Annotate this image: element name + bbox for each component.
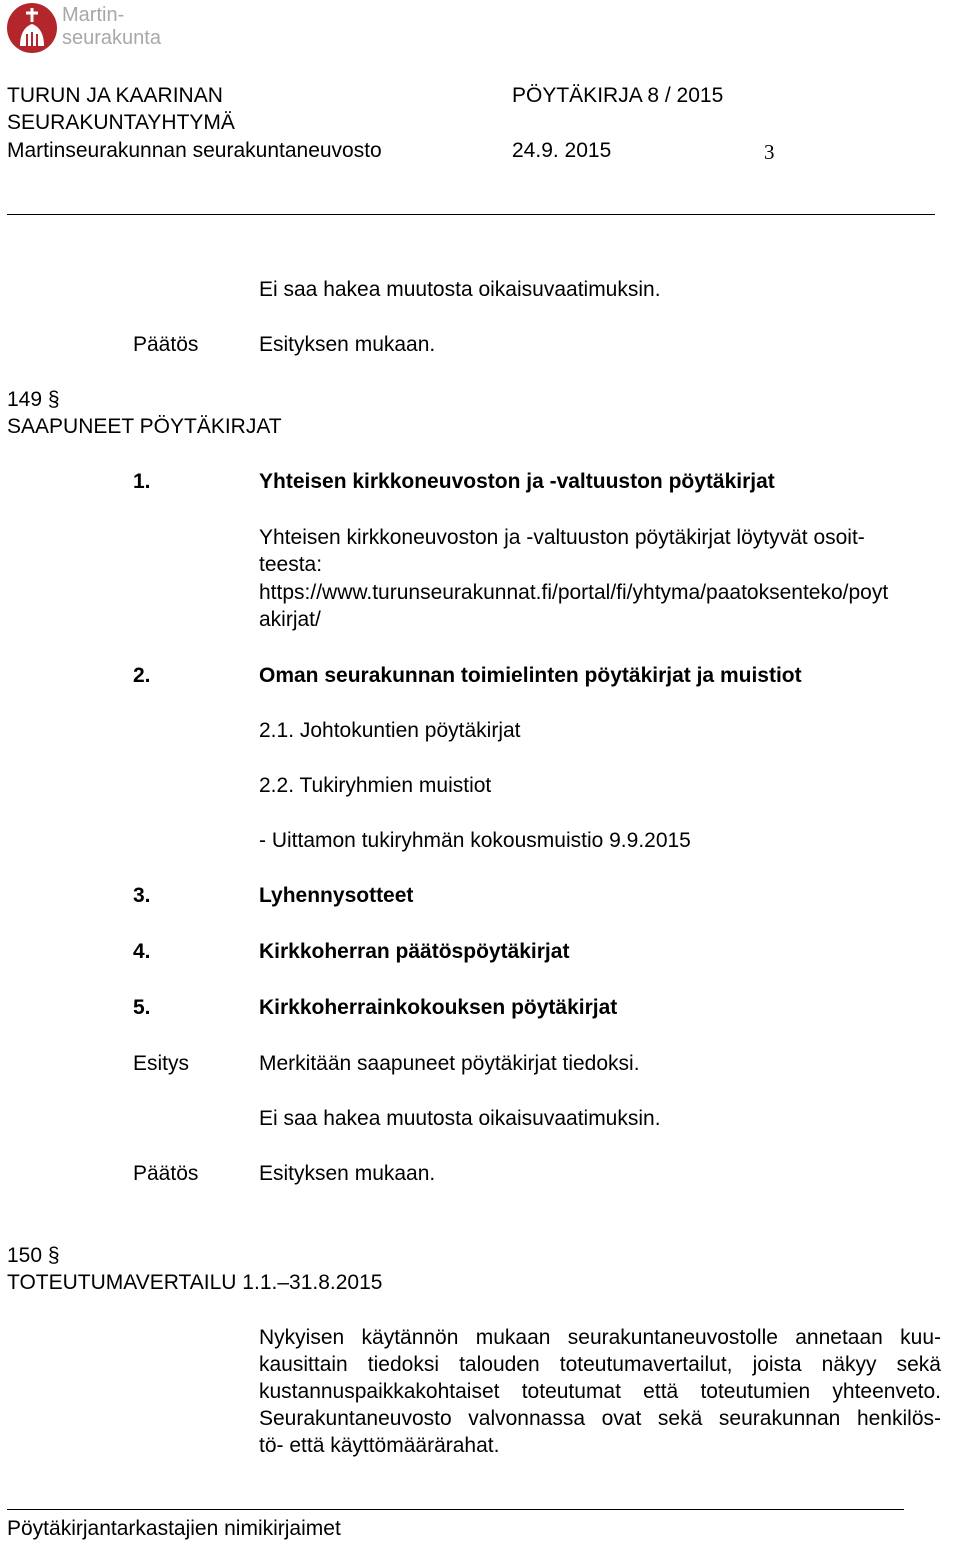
item1-url-line2[interactable]: akirjat/: [259, 608, 321, 631]
subitem-2-1: 2.1. Johtokuntien pöytäkirjat: [259, 719, 521, 742]
martinseurakunta-logo-icon: [6, 2, 58, 54]
item1-text-line1: Yhteisen kirkkoneuvoston ja -valtuuston pöytäkirjat löytyvät osoit-: [259, 526, 865, 549]
section-149-title: SAAPUNEET PÖYTÄKIRJAT: [7, 415, 282, 438]
header-divider: [7, 214, 935, 215]
header-org-line1: TURUN JA KAARINAN: [7, 84, 223, 107]
decision-text: Esityksen mukaan.: [259, 1162, 436, 1185]
footer-signature-label: Pöytäkirjantarkastajien nimikirjaimet: [7, 1517, 341, 1540]
item5-number: 5.: [133, 996, 151, 1019]
item4-number: 4.: [133, 940, 151, 963]
prev-decision-label: Päätös: [133, 333, 199, 356]
paragraph-line: kustannuspaikkakohtaiset toteutumat että toteutumien yhteenveto.: [259, 1380, 941, 1403]
subitem-2-2-entry: - Uittamon tukiryhmän kokousmuistio 9.9.2015: [259, 829, 691, 852]
header-date: 24.9. 2015: [512, 139, 612, 162]
header-org-line3: Martinseurakunnan seurakuntaneuvosto: [7, 139, 382, 162]
logo-text-line1: Martin-: [62, 4, 125, 26]
item2-number: 2.: [133, 664, 151, 687]
page-number: 3: [764, 140, 775, 164]
section-150-title: TOTEUTUMAVERTAILU 1.1.–31.8.2015: [7, 1271, 383, 1294]
item3-number: 3.: [133, 884, 151, 907]
item1-number: 1.: [133, 470, 151, 493]
header-doc-title: PÖYTÄKIRJA 8 / 2015: [512, 84, 724, 107]
item4-title: Kirkkoherran päätöspöytäkirjat: [259, 940, 570, 963]
footer-divider: [7, 1509, 904, 1510]
item1-text-line2: teesta:: [259, 553, 323, 576]
item1-title: Yhteisen kirkkoneuvoston ja -valtuuston pöytäkirjat: [259, 470, 775, 493]
section-150-number: 150 §: [7, 1244, 60, 1267]
appeal-note: Ei saa hakea muutosta oikaisuvaatimuksin.: [259, 1107, 661, 1130]
section-149-number: 149 §: [7, 388, 60, 411]
item3-title: Lyhennysotteet: [259, 884, 414, 907]
item2-title: Oman seurakunnan toimielinten pöytäkirjat ja muistiot: [259, 664, 802, 687]
header-org-line2: SEURAKUNTAYHTYMÄ: [7, 111, 235, 134]
prev-decision-text: Esityksen mukaan.: [259, 333, 436, 356]
prev-appeal-note: Ei saa hakea muutosta oikaisuvaatimuksin.: [259, 278, 661, 301]
section-150-paragraph: [259, 1324, 941, 1459]
paragraph-line: kausittain tiedoksi talouden toteutumavertailut, joista näkyy sekä: [259, 1353, 941, 1376]
paragraph-line: Nykyisen käytännön mukaan seurakuntaneuvostolle annetaan kuu-: [259, 1326, 941, 1349]
item5-title: Kirkkoherrainkokouksen pöytäkirjat: [259, 996, 618, 1019]
paragraph-line: tö- että käyttömäärärahat.: [259, 1434, 500, 1457]
proposal-text: Merkitään saapuneet pöytäkirjat tiedoksi.: [259, 1052, 640, 1075]
logo-text-line2: seurakunta: [62, 27, 161, 49]
subitem-2-2: 2.2. Tukiryhmien muistiot: [259, 774, 492, 797]
decision-label: Päätös: [133, 1162, 199, 1185]
paragraph-line: Seurakuntaneuvosto valvonnassa ovat sekä seurakunnan henkilös-: [259, 1407, 941, 1430]
proposal-label: Esitys: [133, 1052, 190, 1075]
item1-url-line1[interactable]: https://www.turunseurakunnat.fi/portal/fi/yhtyma/paatoksenteko/poyt: [259, 581, 889, 604]
